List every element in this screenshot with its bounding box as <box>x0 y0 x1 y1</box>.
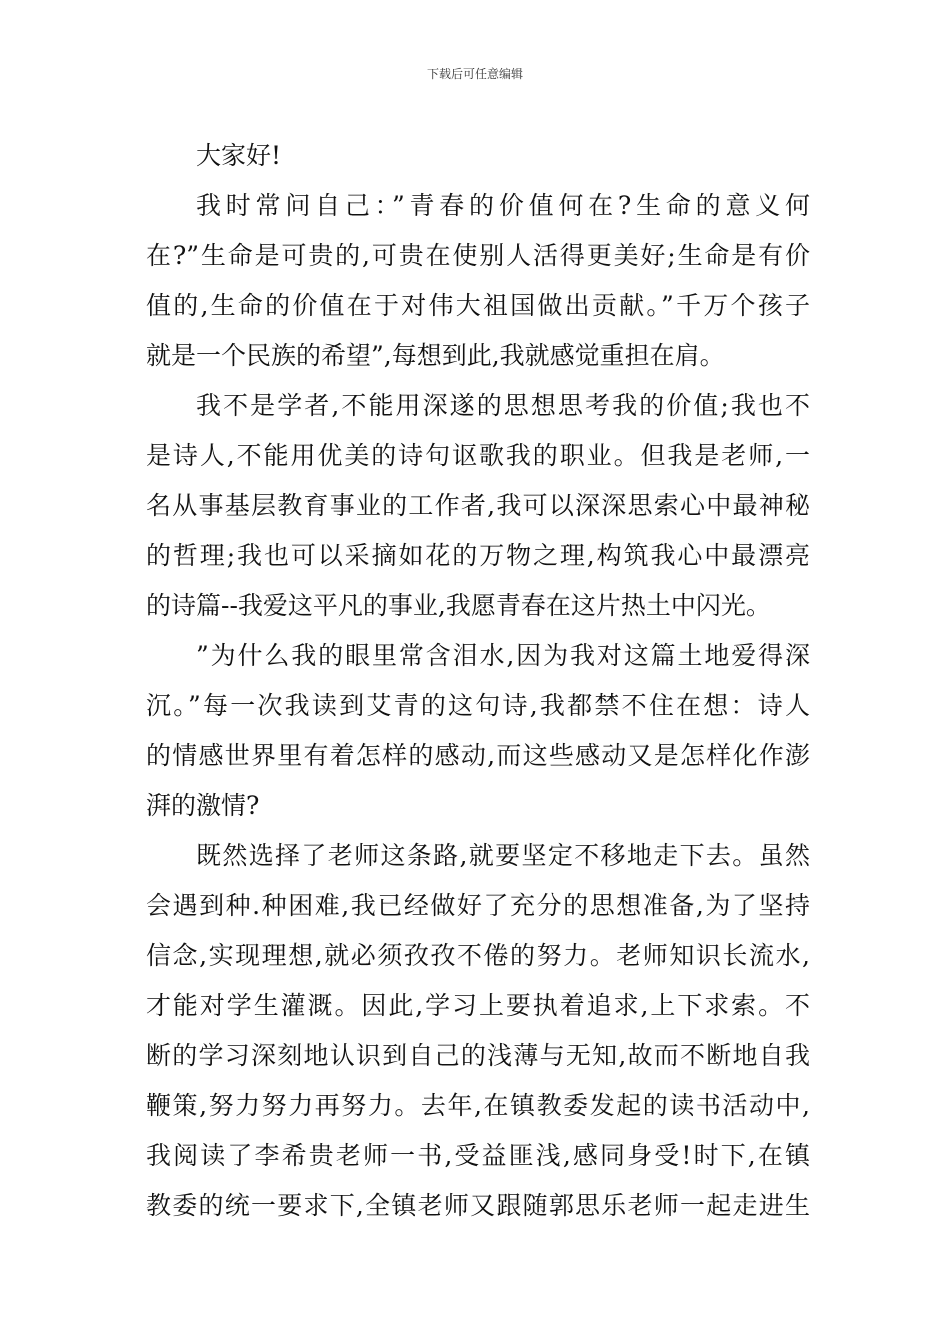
text-line: 我时常问自己：”青春的价值何在?生命的意义何 <box>196 191 810 220</box>
text-line: 就是一个民族的希望”,每想到此,我就感觉重担在肩。 <box>146 341 725 370</box>
text-line: 在?”生命是可贵的,可贵在使别人活得更美好;生命是有价 <box>146 241 810 270</box>
text-line: 我阅读了李希贵老师一书,受益匪浅,感同身受!时下,在镇 <box>146 1141 810 1170</box>
text-line: 的诗篇--我爱这平凡的事业,我愿青春在这片热土中闪光。 <box>146 591 771 620</box>
text-line: 大家好! <box>196 141 282 170</box>
paragraph <box>146 381 810 631</box>
paragraph-greeting <box>146 131 810 181</box>
text-line: 教委的统一要求下,全镇老师又跟随郭思乐老师一起走进生 <box>146 1191 810 1220</box>
text-line: 信念,实现理想,就必须孜孜不倦的努力。老师知识长流水, <box>146 941 810 970</box>
text-line: 断的学习深刻地认识到自己的浅薄与无知,故而不断地自我 <box>146 1041 810 1070</box>
document-body <box>146 131 810 1231</box>
paragraph <box>146 631 810 831</box>
text-line: 才能对学生灌溉。因此,学习上要执着追求,上下求索。不 <box>146 991 810 1020</box>
text-line: 是诗人,不能用优美的诗句讴歌我的职业。但我是老师,一 <box>146 441 810 470</box>
text-line: 的情感世界里有着怎样的感动,而这些感动又是怎样化作澎 <box>146 741 810 770</box>
text-line: 值的,生命的价值在于对伟大祖国做出贡献。”千万个孩子 <box>146 291 810 320</box>
paragraph <box>146 831 810 1231</box>
text-line: 我不是学者,不能用深遂的思想思考我的价值;我也不 <box>196 391 810 420</box>
page-header: 下载后可任意编辑 <box>426 67 523 81</box>
text-line: 鞭策,努力努力再努力。去年,在镇教委发起的读书活动中, <box>146 1091 810 1120</box>
text-line: 会遇到种.种困难,我已经做好了充分的思想准备,为了坚持 <box>146 891 810 920</box>
text-line: 的哲理;我也可以采摘如花的万物之理,构筑我心中最漂亮 <box>146 541 810 570</box>
text-line: 既然选择了老师这条路,就要坚定不移地走下去。虽然 <box>196 841 810 870</box>
text-line: 湃的激情? <box>146 791 260 820</box>
text-line: 沉。”每一次我读到艾青的这句诗,我都禁不住在想：诗人 <box>146 691 810 720</box>
text-line: 名从事基层教育事业的工作者,我可以深深思索心中最神秘 <box>146 491 810 520</box>
text-line: ”为什么我的眼里常含泪水,因为我对这篇土地爱得深 <box>196 641 810 670</box>
paragraph <box>146 181 810 381</box>
